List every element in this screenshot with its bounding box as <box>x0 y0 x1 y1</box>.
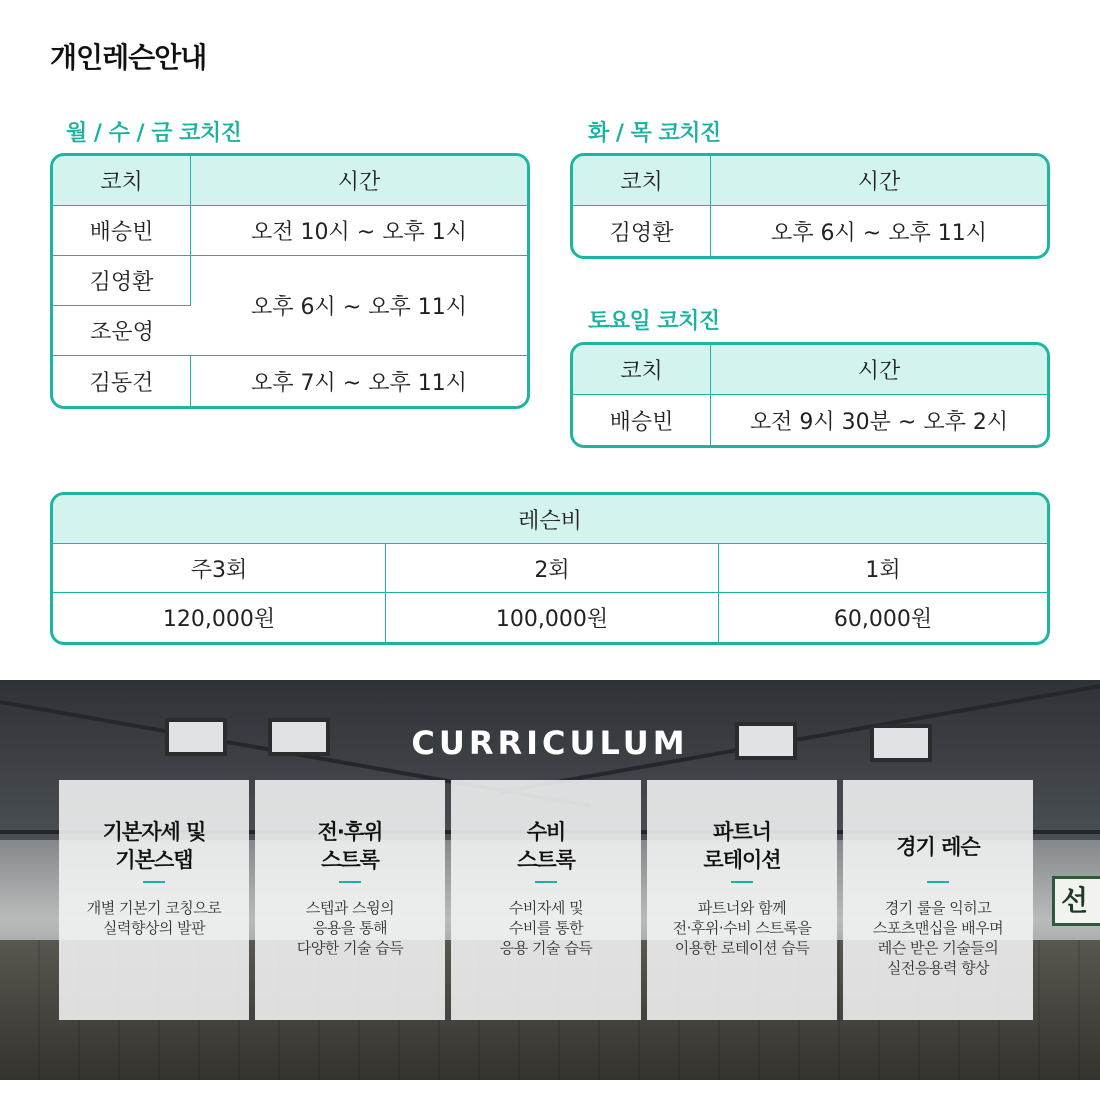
table-header-row <box>573 156 1047 206</box>
coach-name: 배승빈 <box>53 206 191 256</box>
tt-section-title: 화 / 목 코치진 <box>588 121 721 146</box>
card-description: 경기 룰을 익히고 스포츠맨십을 배우며 레슨 받은 기술들의 실전응용력 향상 <box>872 899 1004 977</box>
coach-name: 김동건 <box>53 356 191 406</box>
fee-frequency: 2회 <box>386 544 719 593</box>
curriculum-card <box>59 780 249 1020</box>
coach-header: 코치 <box>53 156 191 206</box>
lesson-time: 오후 6시 ~ 오후 11시 <box>191 256 527 356</box>
fee-price: 100,000원 <box>386 593 719 642</box>
sat-coach-table <box>570 342 1050 448</box>
card-description: 파트너와 함께 전·후위·수비 스트록을 이용한 로테이션 습득 <box>672 899 812 957</box>
table-row <box>573 395 1047 445</box>
curriculum-card <box>451 780 641 1020</box>
wall-sign: 선 <box>1052 876 1100 926</box>
card-title: 수비 스트록 <box>517 820 575 872</box>
tt-coach-table <box>570 153 1050 259</box>
curriculum-section <box>0 680 1100 1080</box>
card-divider <box>731 881 753 883</box>
coach-name: 김영환 <box>53 256 191 306</box>
lesson-fee-table <box>50 492 1050 645</box>
table-row <box>53 206 527 256</box>
time-header: 시간 <box>191 156 527 206</box>
lesson-time: 오전 9시 30분 ~ 오후 2시 <box>749 409 1009 435</box>
card-title: 파트너 로테이션 <box>703 820 781 872</box>
table-header-row <box>53 156 527 206</box>
fee-frequency: 주3회 <box>53 544 386 593</box>
card-description: 개별 기본기 코칭으로 실력향상의 발판 <box>86 899 222 937</box>
curriculum-card <box>647 780 837 1020</box>
card-divider <box>339 881 361 883</box>
coach-header: 코치 <box>573 345 711 395</box>
coach-name: 조운영 <box>53 306 191 356</box>
table-row <box>53 356 527 406</box>
fee-title: 레슨비 <box>53 495 1047 544</box>
time-header: 시간 <box>711 156 1047 206</box>
table-row <box>53 256 527 306</box>
fee-price: 120,000원 <box>53 593 386 642</box>
fee-price: 60,000원 <box>833 607 933 632</box>
table-row <box>573 206 1047 256</box>
lesson-time: 오후 7시 ~ 오후 11시 <box>251 370 467 396</box>
table-row <box>53 544 1047 593</box>
table-row <box>53 593 1047 642</box>
card-title: 기본자세 및 기본스탭 <box>102 820 206 872</box>
lesson-time: 오후 6시 ~ 오후 11시 <box>771 220 987 246</box>
fee-frequency: 1회 <box>719 544 1047 593</box>
page-title: 개인레슨안내 <box>50 41 207 74</box>
table-header-row <box>53 495 1047 544</box>
card-divider <box>143 881 165 883</box>
card-divider <box>927 881 949 883</box>
curriculum-card <box>843 780 1033 1020</box>
card-description: 스텝과 스윙의 응용을 통해 다양한 기술 습득 <box>296 899 404 957</box>
curriculum-title: CURRICULUM <box>411 724 689 762</box>
coach-header: 코치 <box>573 156 711 206</box>
curriculum-card <box>255 780 445 1020</box>
card-title: 경기 레슨 <box>896 835 980 859</box>
table-header-row <box>573 345 1047 395</box>
coach-name: 김영환 <box>573 206 711 256</box>
coach-name: 배승빈 <box>573 395 711 445</box>
mwf-section-title: 월 / 수 / 금 코치진 <box>66 121 242 146</box>
card-title: 전·후위 스트록 <box>317 820 383 872</box>
time-header: 시간 <box>711 345 1047 395</box>
mwf-coach-table <box>50 153 530 409</box>
lesson-time: 오전 10시 ~ 오후 1시 <box>191 206 527 256</box>
card-description: 수비자세 및 수비를 통한 응용 기술 습득 <box>499 899 593 957</box>
card-divider <box>535 881 557 883</box>
sat-section-title: 토요일 코치진 <box>588 309 720 334</box>
